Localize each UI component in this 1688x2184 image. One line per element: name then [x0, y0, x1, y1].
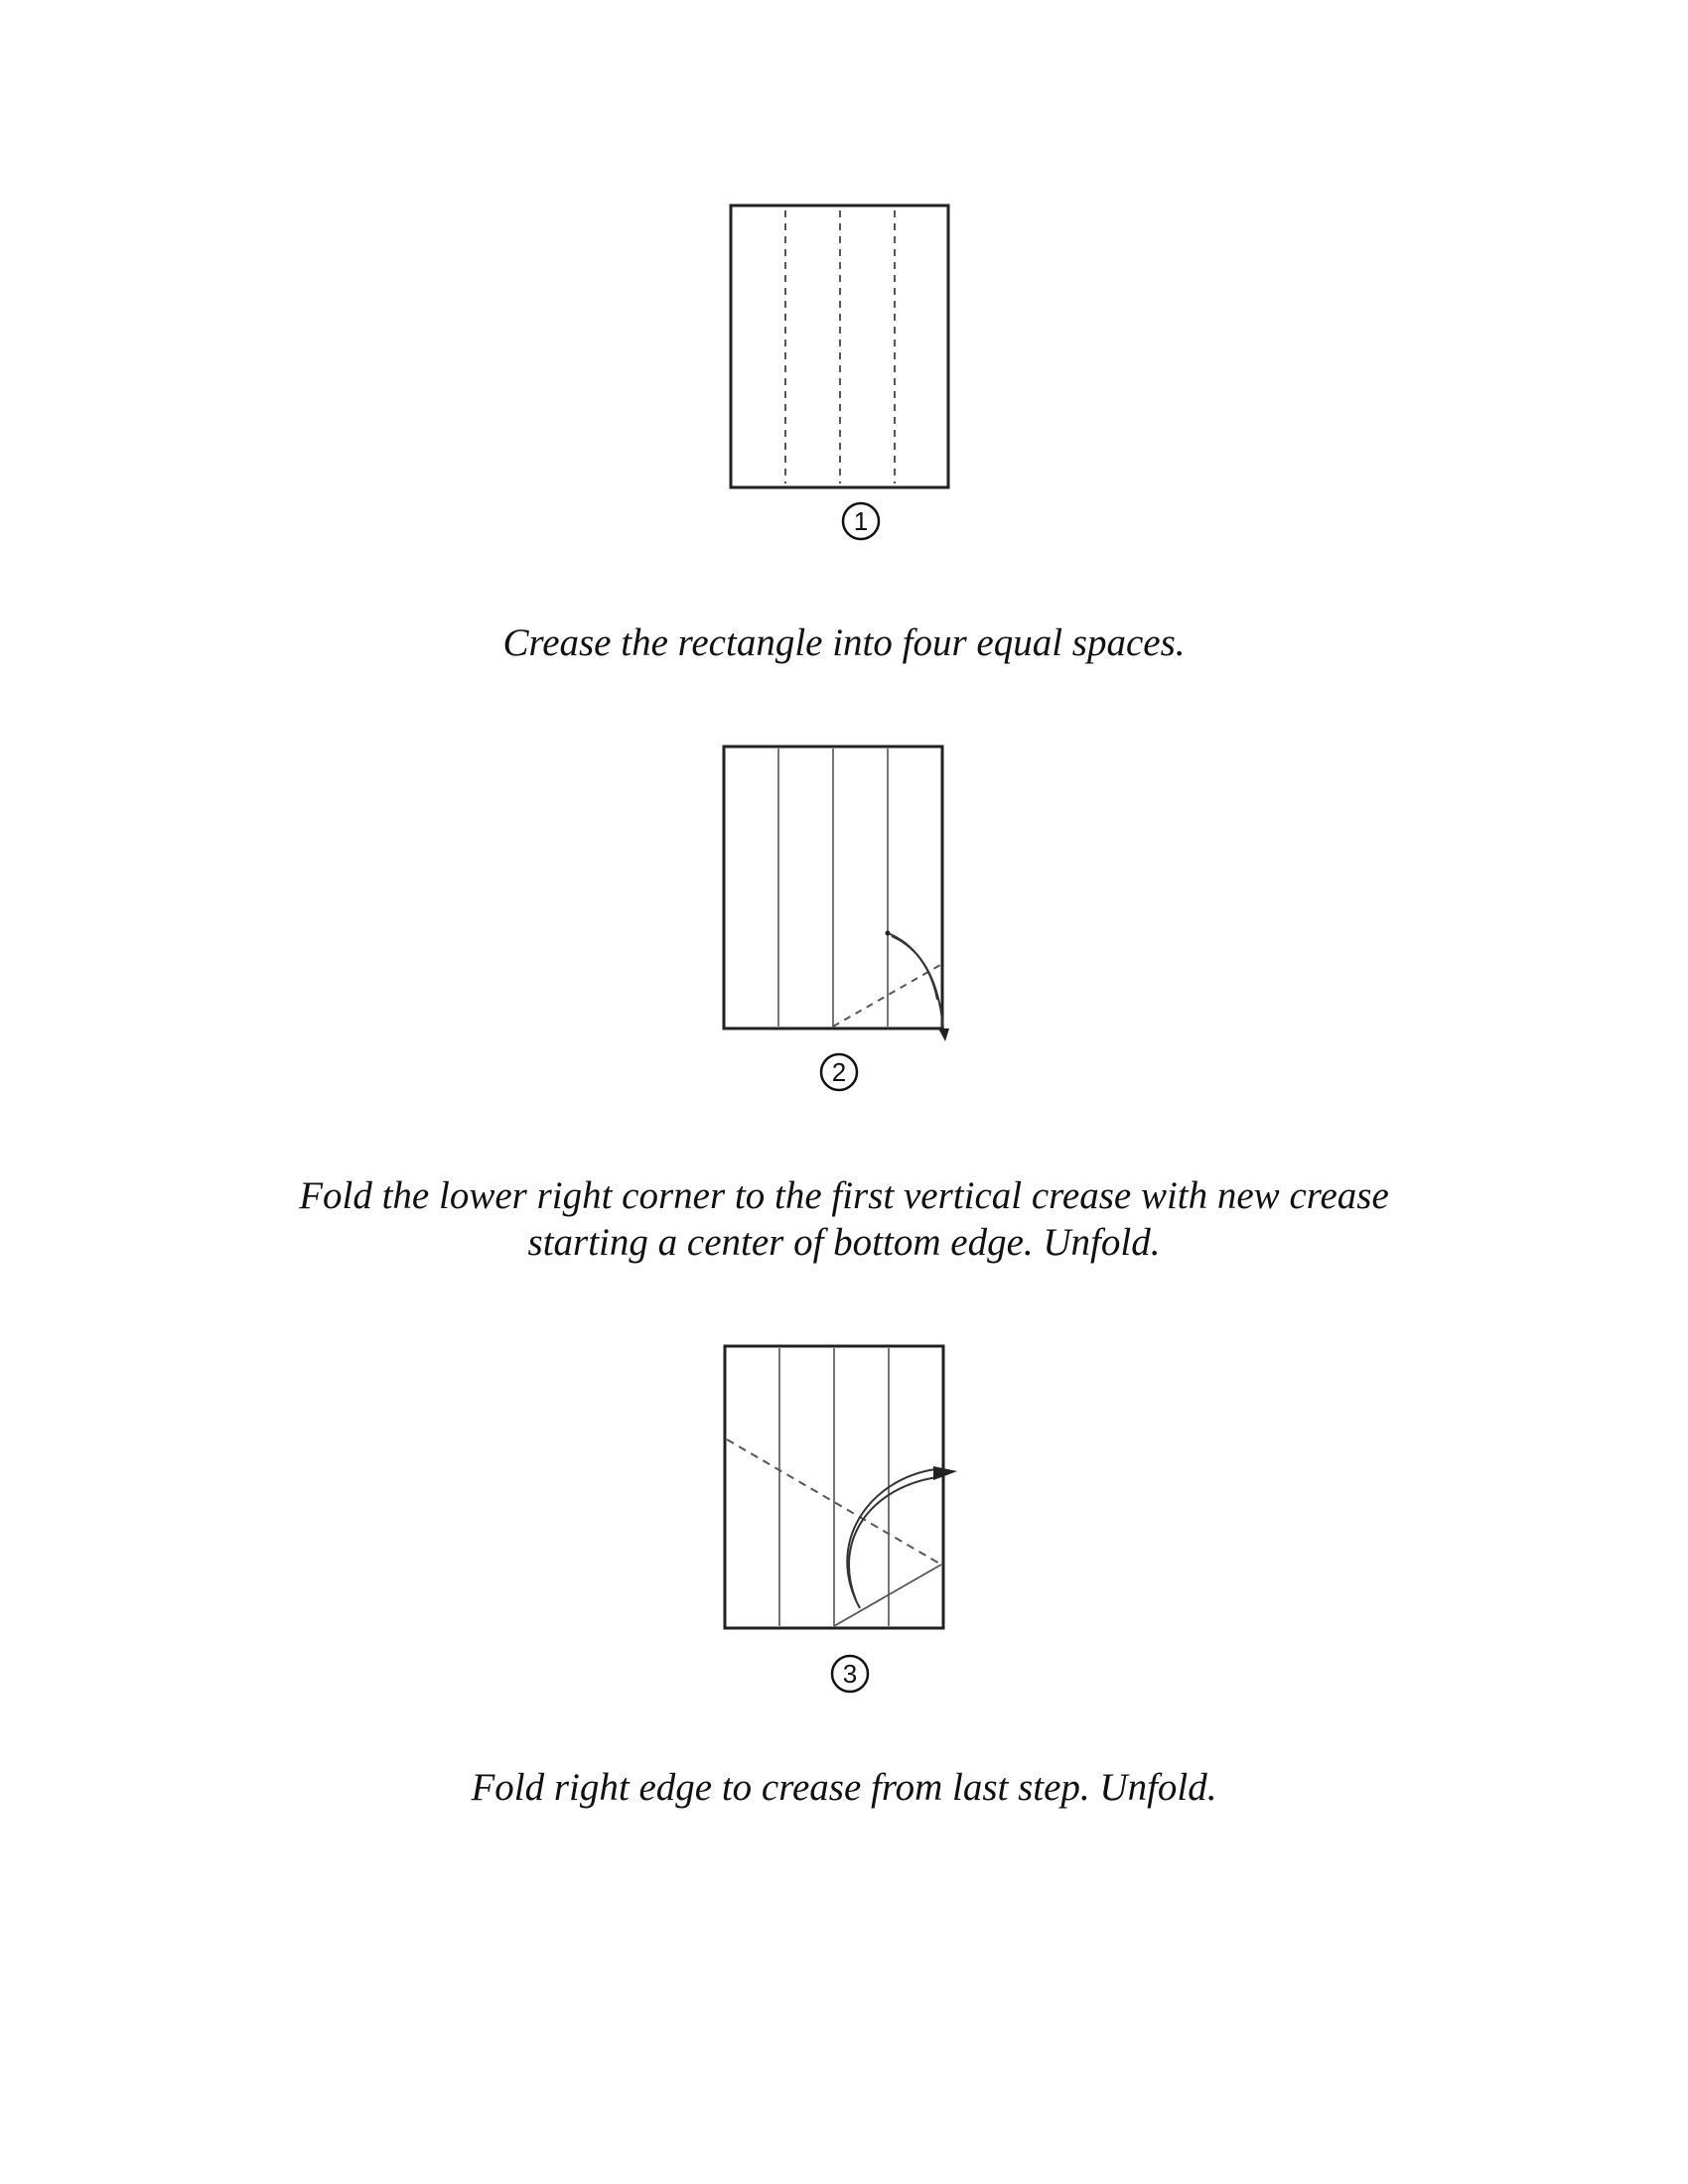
caption-line: Crease the rectangle into four equal spaces. — [502, 621, 1186, 664]
caption-line: starting a center of bottom edge. Unfold. — [527, 1221, 1161, 1264]
step-1-diagram — [725, 199, 963, 556]
arrow-head-icon — [938, 1028, 949, 1041]
step-3-caption — [0, 1764, 1688, 1811]
step-3-diagram — [715, 1340, 973, 1698]
step-2-caption — [0, 1172, 1688, 1266]
step-number: 3 — [842, 1659, 858, 1689]
caption-line: Fold right edge to crease from last step. Unfold. — [471, 1766, 1217, 1809]
step-2-diagram — [715, 740, 973, 1097]
step-number: 1 — [853, 506, 869, 536]
caption-line: Fold the lower right corner to the first vertical crease with new crease — [299, 1174, 1389, 1217]
arrow-head-icon — [933, 1466, 957, 1480]
step-1-caption — [0, 619, 1688, 666]
step-number: 2 — [831, 1057, 847, 1087]
